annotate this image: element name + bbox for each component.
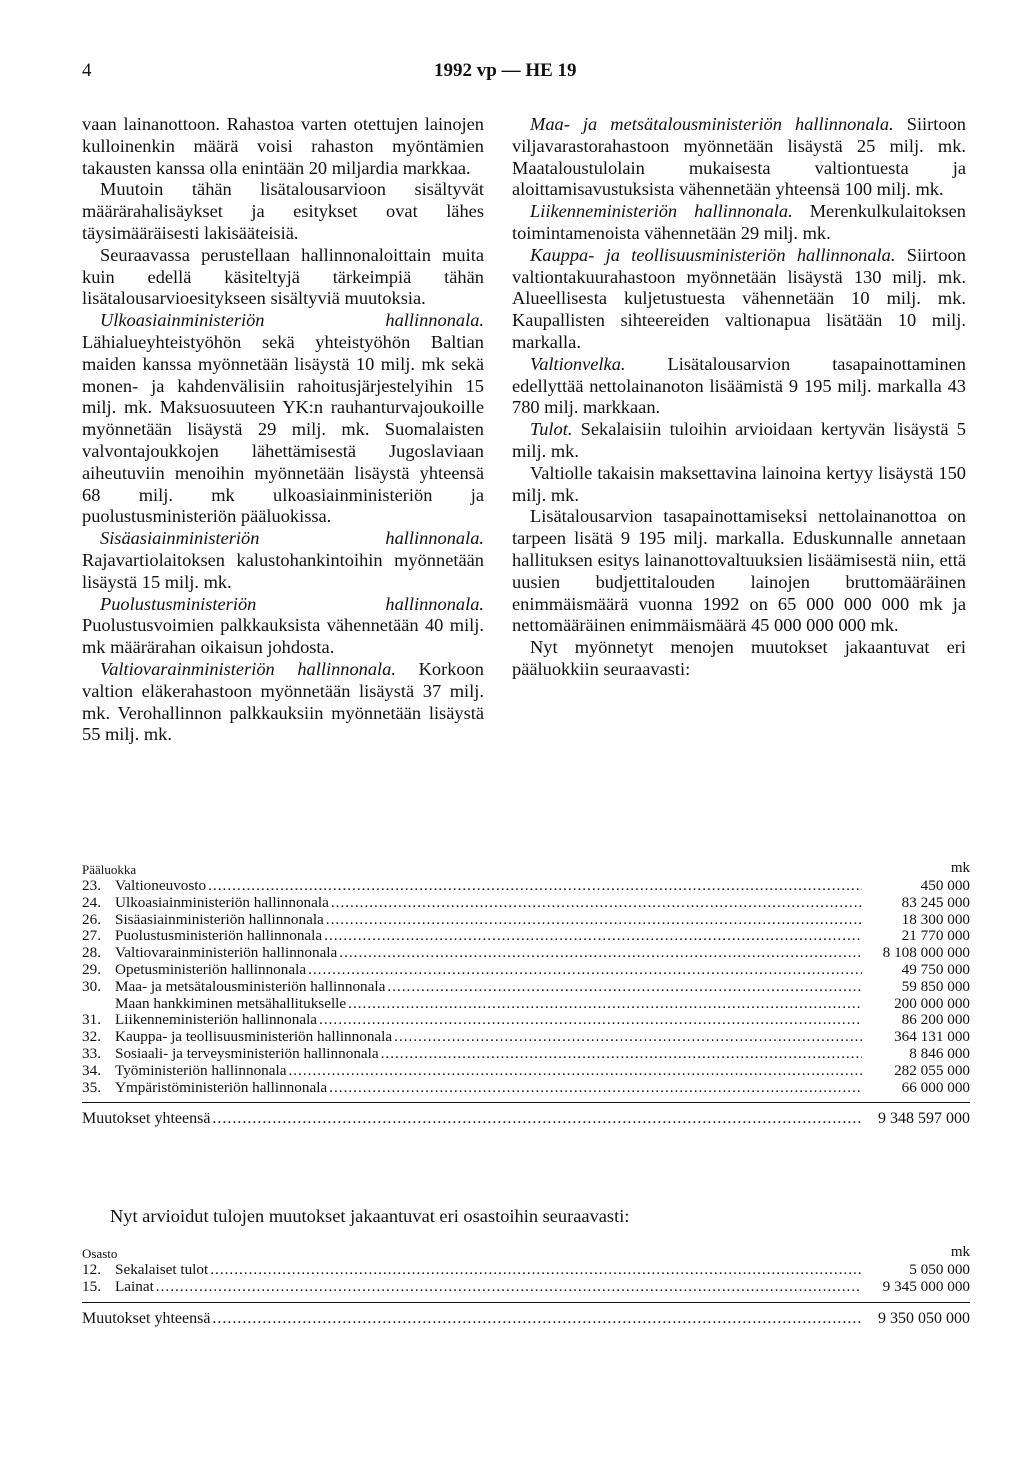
row-number: 26.	[82, 910, 101, 928]
row-amount: 282 055 000	[894, 1061, 970, 1079]
section-paragraph	[512, 201, 966, 245]
row-label: Kauppa- ja teollisuusministeriön hallinnonala	[115, 1028, 393, 1046]
leader-dots	[331, 895, 862, 912]
row-number: 24.	[82, 893, 101, 911]
table-row	[82, 1029, 970, 1046]
leader-dots	[326, 912, 862, 929]
row-label: Liikenneministeriön hallinnonala	[115, 1011, 318, 1029]
leader-dots	[339, 945, 862, 962]
row-amount: 5 050 000	[909, 1261, 970, 1278]
left-column	[82, 114, 484, 746]
row-label: Sekalaiset tulot	[115, 1261, 209, 1278]
paragraph: Nyt myönnetyt menojen muutokset jakaantuvat eri pääluokkiin seuraavasti:	[512, 637, 966, 679]
row-label: Maan hankkiminen metsähallitukselle	[115, 994, 347, 1012]
leader-dots	[212, 1311, 862, 1328]
row-amount: 83 245 000	[901, 893, 970, 911]
row-number: 32.	[82, 1028, 101, 1046]
row-label: Valtiovarainministeriön hallinnonala	[115, 944, 338, 962]
row-number: 33.	[82, 1044, 101, 1062]
table-row	[82, 962, 970, 979]
total-divider	[82, 1102, 970, 1103]
section-paragraph	[82, 594, 484, 659]
table-row	[82, 996, 970, 1013]
row-number: 15.	[82, 1277, 101, 1295]
table-body	[82, 1262, 970, 1296]
section-paragraph	[82, 659, 484, 746]
row-label: Sisäasiainministeriön hallinnonala	[115, 910, 324, 928]
row-amount: 364 131 000	[894, 1028, 970, 1046]
section-text: Siirtoon viljavarastorahastoon myönnetään lisäystä 25 milj. mk. Maataloustulolain mukaisesta valtiontuesta ja aloittamisavustuksista vähennetään yhteensä 100 milj. mk.	[512, 114, 966, 200]
table-header	[82, 858, 970, 878]
leader-dots	[308, 962, 862, 979]
section-text: Sekalaisiin tuloihin arvioidaan kertyvän lisäystä 5 milj. mk.	[512, 419, 966, 461]
total-divider	[82, 1302, 970, 1303]
paragraph: vaan lainanottoon. Rahastoa varten otettujen lainojen kulloinenkin määrä voisi rahaston myöntämien takausten kanssa olla enintään 20 miljardia markkaa.	[82, 114, 484, 178]
row-number: 27.	[82, 927, 101, 945]
section-text: Korkoon valtion eläkerahastoon myönnetään lisäystä 37 milj. mk. Verohallinnon palkkauksiin myönnetään lisäystä 55 milj. mk.	[82, 658, 485, 745]
paragraph: Muutoin tähän lisätalousarvioon sisältyvät määrärahalisäykset ja esitykset ovat lähes täysimääräisesti lakisääteisiä.	[82, 179, 484, 243]
leader-dots	[208, 878, 862, 895]
row-label: Maa- ja metsätalousministeriön hallinnonala	[115, 977, 386, 995]
total-amount: 9 348 597 000	[878, 1110, 970, 1128]
column-header-unit: mk	[950, 1244, 970, 1260]
table-row	[82, 1279, 970, 1296]
total-row	[82, 1111, 970, 1128]
row-amount: 59 850 000	[901, 977, 970, 995]
row-amount: 450 000	[920, 877, 970, 894]
table-row	[82, 895, 970, 912]
row-label: Lainat	[115, 1277, 154, 1295]
table-row	[82, 1080, 970, 1097]
section-heading: Valtionvelka.	[530, 353, 626, 374]
column-header-category: Osasto	[82, 1246, 118, 1261]
row-number: 28.	[82, 944, 101, 962]
section-heading: Valtiovarainministeriön hallinnonala.	[100, 658, 396, 679]
total-row	[82, 1311, 970, 1328]
row-amount: 9 345 000 000	[882, 1277, 970, 1295]
section-paragraph	[512, 354, 966, 419]
table-row	[82, 979, 970, 996]
table-row	[82, 912, 970, 929]
row-number: 12.	[82, 1261, 101, 1278]
paragraph: Lisätalousarvion tasapainottamiseksi nettolainanottoa on tarpeen lisätä 9 195 milj. markalla. Eduskunnalle annetaan hallituksen esitys lainanottovaltuuksien lisäämisestä niin, että uusien budjettitalouden lainojen bruttomääräinen enimmäismäärä vuonna 1992 on 65 000 000 000 mk ja nettomääräinen enimmäismäärä 45 000 000 000 mk.	[512, 506, 966, 636]
leader-dots	[394, 1029, 862, 1046]
row-number: 29.	[82, 960, 101, 978]
leader-dots	[324, 928, 862, 945]
section-text: Merenkulkulaitoksen toimintamenoista vähennetään 29 milj. mk.	[512, 201, 966, 243]
row-amount: 8 846 000	[909, 1044, 970, 1062]
column-header-category: Pääluokka	[82, 862, 137, 877]
section-heading: Liikenneministeriön hallinnonala.	[530, 201, 793, 222]
expenditure-table	[82, 858, 970, 1128]
section-paragraph	[512, 114, 966, 201]
row-amount: 18 300 000	[901, 910, 970, 928]
section-heading: Puolustusministeriön hallinnonala.	[100, 593, 484, 614]
section-text: Lähialueyhteistyöhön sekä yhteistyöhön Baltian maiden kanssa myönnetään lisäystä 10 milj. mk sekä monen- ja kahdenvälisiin rahoitusjärjestelyihin 15 milj. mk. Maksuosuuteen YK:n rauhanturvajoukoille myönnetään lisäystä 29 milj. mk. Suomalaisten valvontajoukkojen lähettämisestä Jugoslaviaan aiheutuviin menoihin myönnetään lisäystä yhteensä 68 milj. mk ulkoasiainministeriön ja puolustusministeriön pääluokissa.	[82, 331, 484, 527]
total-amount: 9 350 050 000	[878, 1309, 970, 1327]
section-heading: Tulot.	[530, 419, 573, 440]
section-heading: Maa- ja metsätalousministeriön hallinnonala.	[530, 114, 894, 134]
table-row	[82, 878, 970, 895]
table-row	[82, 1262, 970, 1279]
column-header-unit: mk	[950, 860, 970, 876]
row-number: 35.	[82, 1078, 101, 1096]
table-row	[82, 1063, 970, 1080]
leader-dots	[348, 996, 862, 1013]
section-text: Siirtoon valtiontakuurahastoon myönnetään lisäystä 130 milj. mk. Alueellisesta kuljetustuesta vähennetään 10 milj. mk. Kaupallisten sihteereiden valtionapua lisätään 10 milj. markalla.	[512, 244, 966, 352]
section-text: Lisätalousarvion tasapainottaminen edellyttää nettolainanoton lisäämistä 9 195 milj. markalla 43 780 milj. markkaan.	[512, 353, 966, 418]
table-row	[82, 1046, 970, 1063]
section-paragraph	[82, 310, 484, 528]
row-amount: 8 108 000 000	[882, 944, 970, 962]
leader-dots	[288, 1063, 862, 1080]
section-text: Puolustusvoimien palkkauksista vähennetään 40 milj. mk määrärahan oikaisun johdosta.	[82, 615, 484, 658]
row-label: Puolustusministeriön hallinnonala	[115, 927, 323, 945]
total-label: Muutokset yhteensä	[82, 1309, 211, 1327]
row-amount: 86 200 000	[901, 1011, 970, 1029]
row-number: 23.	[82, 877, 101, 894]
row-label: Ulkoasiainministeriön hallinnonala	[115, 893, 329, 911]
leader-dots	[210, 1262, 862, 1279]
section-heading: Kauppa- ja teollisuusministeriön hallinnonala.	[530, 244, 896, 265]
section-heading: Sisäasiainministeriön hallinnonala.	[100, 528, 484, 549]
row-amount: 49 750 000	[901, 960, 970, 978]
row-label: Valtioneuvosto	[115, 877, 207, 894]
income-table	[82, 1242, 970, 1327]
row-amount: 200 000 000	[894, 994, 970, 1012]
section-heading: Ulkoasiainministeriön hallinnonala.	[100, 310, 484, 331]
leader-dots	[156, 1279, 862, 1296]
row-number: 31.	[82, 1011, 101, 1029]
total-label: Muutokset yhteensä	[82, 1110, 211, 1128]
paragraph: Valtiolle takaisin maksettavina lainoina kertyy lisäystä 150 milj. mk.	[512, 462, 966, 505]
leader-dots	[319, 1012, 862, 1029]
row-label: Ympäristöministeriön hallinnonala	[115, 1078, 328, 1096]
row-label: Sosiaali- ja terveysministeriön hallinnonala	[115, 1044, 379, 1062]
table-body	[82, 878, 970, 1096]
row-number: 34.	[82, 1061, 101, 1079]
section-text: Rajavartiolaitoksen kalustohankintoihin myönnetään lisäystä 15 milj. mk.	[82, 549, 484, 592]
leader-dots	[381, 1046, 862, 1063]
table-header	[82, 1242, 970, 1262]
row-amount: 21 770 000	[901, 927, 970, 945]
row-label: Työministeriön hallinnonala	[115, 1061, 287, 1079]
table-row	[82, 928, 970, 945]
page-number: 4	[82, 60, 92, 81]
table-row	[82, 1012, 970, 1029]
section-paragraph	[82, 528, 484, 593]
section-paragraph	[512, 419, 966, 463]
row-amount: 66 000 000	[901, 1078, 970, 1096]
row-label: Opetusministeriön hallinnonala	[115, 960, 307, 978]
leader-dots	[387, 979, 862, 996]
row-number: 30.	[82, 977, 101, 995]
paragraph: Seuraavassa perustellaan hallinnonaloittain muita kuin edellä käsiteltyjä tärkeimpiä tähän lisätalousarvioesitykseen sisältyviä muutoksia.	[82, 244, 484, 309]
leader-dots	[329, 1080, 862, 1097]
income-intro: Nyt arvioidut tulojen muutokset jakaantuvat eri osastoihin seuraavasti:	[110, 1206, 630, 1226]
table-row	[82, 945, 970, 962]
section-paragraph	[512, 245, 966, 354]
right-column	[512, 114, 966, 681]
leader-dots	[212, 1111, 862, 1128]
running-head: 1992 vp — HE 19	[434, 60, 577, 81]
